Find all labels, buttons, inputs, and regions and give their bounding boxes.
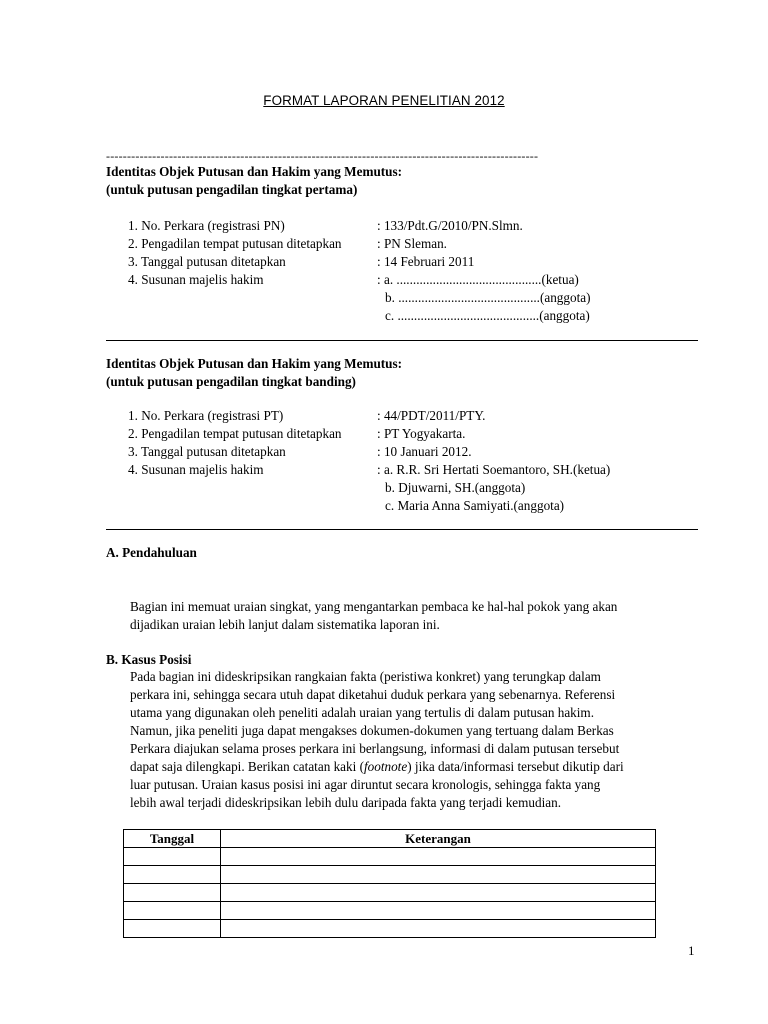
table-row [124, 920, 656, 938]
first-instance-subheading: (untuk putusan pengadilan tingkat pertama) [106, 182, 358, 197]
appeal-item-value: : PT Yogyakarta. [377, 426, 466, 441]
paragraph-line: lebih awal terjadi dideskripsikan lebih dulu daripada fakta yang terjadi kemudian. [130, 795, 562, 810]
table-cell [124, 920, 221, 938]
table-cell [221, 884, 656, 902]
paragraph-line: Bagian ini memuat uraian singkat, yang mengantarkan pembaca ke hal-hal pokok yang akan [130, 599, 618, 614]
appeal-item-value: : 10 Januari 2012. [377, 444, 472, 459]
first-item-value: : 133/Pdt.G/2010/PN.Slmn. [377, 218, 523, 233]
paragraph-line: Namun, jika peneliti juga dapat mengakses dokumen-dokumen yang tertuang dalam Berkas [130, 723, 614, 738]
table-cell [124, 866, 221, 884]
first-item-value: : a. ............................................(ketua) [377, 272, 579, 287]
footnote-text-before: dapat saja dilengkapi. Berikan catatan kaki ( [130, 759, 364, 774]
table-row [124, 866, 656, 884]
paragraph-line: perkara ini, sehingga secara utuh dapat diketahui duduk perkara yang sebenarnya. Referensi [130, 687, 616, 702]
table-row [124, 902, 656, 920]
first-instance-heading: Identitas Objek Putusan dan Hakim yang Memutus: [106, 164, 403, 179]
paragraph-line: utama yang digunakan oleh peneliti adalah uraian yang tertulis di dalam putusan hakim. [130, 705, 594, 720]
column-header-tanggal: Tanggal [124, 830, 221, 848]
appeal-subheading: (untuk putusan pengadilan tingkat banding) [106, 374, 356, 389]
table-cell [221, 866, 656, 884]
first-member: b. ...........................................(anggota) [385, 290, 591, 305]
appeal-item-label: 3. Tanggal putusan ditetapkan [128, 444, 286, 459]
appeal-member: b. Djuwarni, SH.(anggota) [385, 480, 526, 495]
appeal-item-value: : 44/PDT/2011/PTY. [377, 408, 486, 423]
chronology-table [123, 829, 656, 938]
first-member: c. ...........................................(anggota) [385, 308, 590, 323]
column-header-keterangan: Keterangan [221, 830, 656, 848]
first-item-value: : 14 Februari 2011 [377, 254, 475, 269]
section-b-paragraph [130, 668, 700, 812]
table-row [124, 848, 656, 866]
section-rule [106, 529, 698, 530]
separator-dashes: ------------------------------------------------------------------------------------------------------- [106, 149, 539, 163]
first-item-value: : PN Sleman. [377, 236, 447, 251]
appeal-member: c. Maria Anna Samiyati.(anggota) [385, 498, 565, 513]
table-cell [221, 902, 656, 920]
section-a-paragraph [130, 598, 700, 634]
appeal-item-label: 4. Susunan majelis hakim [128, 462, 264, 477]
section-rule [106, 340, 698, 341]
footnote-term: footnote [363, 759, 408, 774]
table-cell [124, 848, 221, 866]
first-item-label: 4. Susunan majelis hakim [128, 272, 264, 287]
table-header-row [124, 830, 656, 848]
table-cell [124, 884, 221, 902]
section-b-title: B. Kasus Posisi [106, 652, 192, 667]
paragraph-line: dijadikan uraian lebih lanjut dalam sistematika laporan ini. [130, 617, 440, 632]
paragraph-line: Pada bagian ini dideskripsikan rangkaian fakta (peristiwa konkret) yang terungkap dalam [130, 669, 601, 684]
first-item-label: 1. No. Perkara (registrasi PN) [128, 218, 285, 233]
table-cell [221, 920, 656, 938]
table-row [124, 884, 656, 902]
appeal-item-label: 1. No. Perkara (registrasi PT) [128, 408, 284, 423]
appeal-heading: Identitas Objek Putusan dan Hakim yang Memutus: [106, 356, 403, 371]
section-a-title: A. Pendahuluan [106, 545, 197, 560]
footnote-text-after: ) jika data/informasi tersebut dikutip dari [407, 759, 624, 774]
table-cell [221, 848, 656, 866]
appeal-item-label: 2. Pengadilan tempat putusan ditetapkan [128, 426, 342, 441]
page-number: 1 [688, 943, 695, 958]
table-cell [124, 902, 221, 920]
paragraph-line: luar putusan. Uraian kasus posisi ini agar diruntut secara kronologis, sehingga fakta yang [130, 777, 601, 792]
paragraph-line-footnote [130, 758, 700, 776]
first-item-label: 3. Tanggal putusan ditetapkan [128, 254, 286, 269]
first-item-label: 2. Pengadilan tempat putusan ditetapkan [128, 236, 342, 251]
document-title: FORMAT LAPORAN PENELITIAN 2012 [263, 93, 505, 108]
paragraph-line: Perkara diajukan selama proses perkara ini berlangsung, informasi di dalam putusan tersebut [130, 741, 620, 756]
appeal-item-value: : a. R.R. Sri Hertati Soemantoro, SH.(ketua) [377, 462, 611, 477]
